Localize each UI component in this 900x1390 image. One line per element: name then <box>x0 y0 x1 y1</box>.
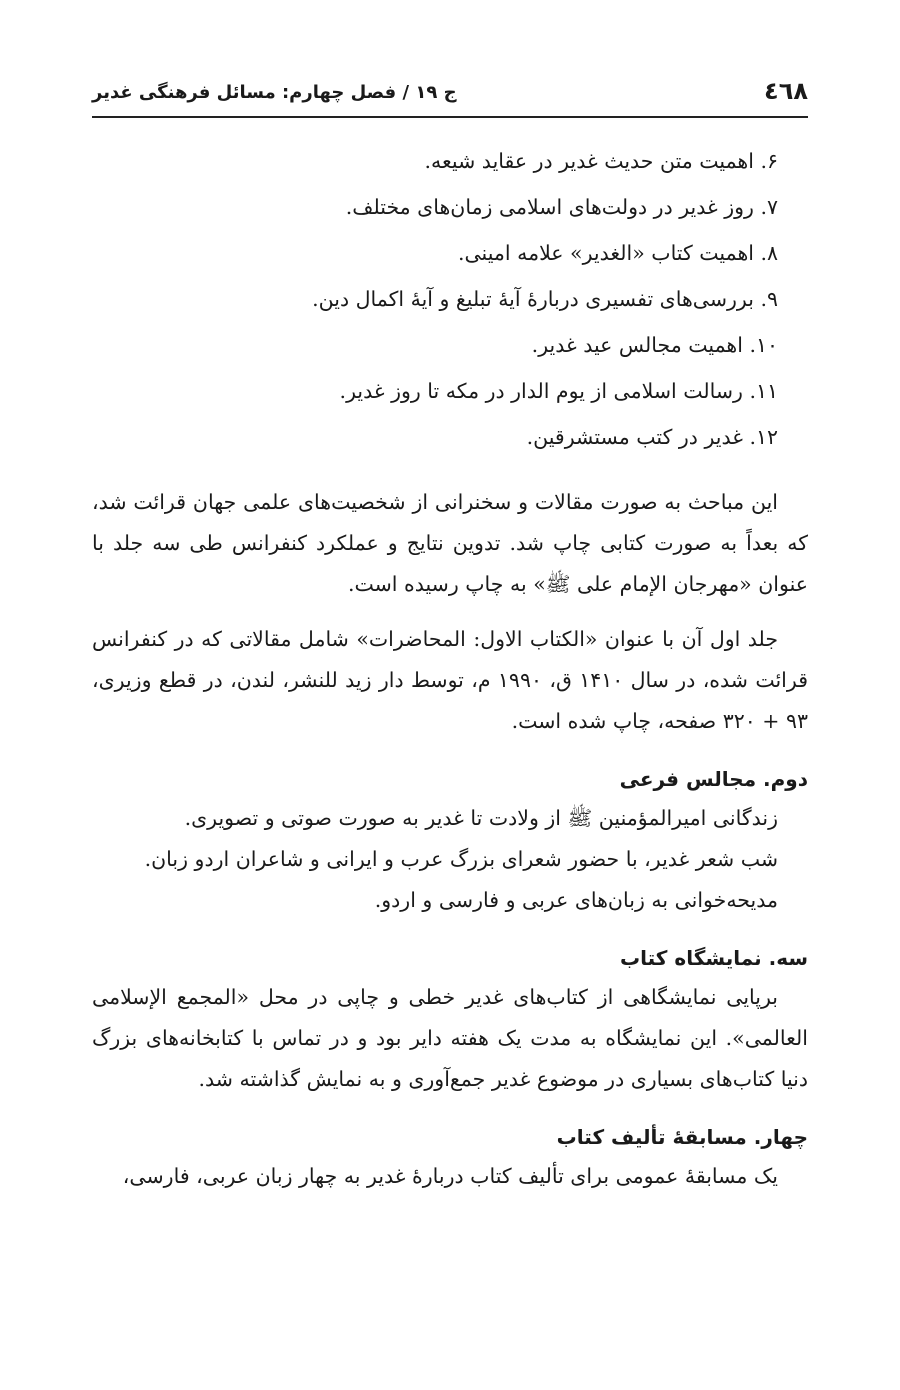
list-item: ۱۰. اهمیت مجالس عید غدیر. <box>531 333 778 357</box>
page-body <box>92 138 808 1197</box>
section-heading-book-exhibition: سه. نمایشگاه کتاب <box>620 946 808 970</box>
list-item: ۷. روز غدیر در دولت‌های اسلامی زمان‌های مختلف. <box>345 195 778 219</box>
list-item: ۶. اهمیت متن حدیث غدیر در عقاید شیعه. <box>424 149 778 173</box>
paragraph-conference-papers: این مباحث به صورت مقالات و سخنرانی از شخصیت‌های علمی جهان قرائت شد، که بعداً به صورت کتابی چاپ شد. تدوین نتایج و عملکرد کنفرانس طی سه جلد با عنوان «مهرجان الإمام علی ﷺ» به چاپ رسیده است. <box>92 490 808 596</box>
list-item: ۹. بررسی‌های تفسیری دربارۀ آیۀ تبلیغ و آیۀ اکمال دین. <box>312 287 778 311</box>
paragraph-book-exhibition: برپایی نمایشگاهی از کتاب‌های غدیر خطی و چاپی در محل «المجمع الإسلامی العالمی». این نمایشگاه به مدت یک هفته دایر بود و در تماس با کتابخانه‌های بزرگ دنیا کتاب‌های بسیاری در موضوع غدیر جمع‌آوری و به نمایش گذاشته شد. <box>92 985 808 1091</box>
page-header <box>92 72 808 118</box>
paragraph-writing-contest: یک مسابقۀ عمومی برای تألیف کتاب دربارۀ غدیر به چهار زبان عربی، فارسی، <box>122 1164 778 1188</box>
section-heading-side-sessions: دوم. مجالس فرعی <box>619 767 808 791</box>
list-item: ۸. اهمیت کتاب «الغدیر» علامه امینی. <box>457 241 778 265</box>
list-item: ۱۲. غدیر در کتب مستشرقین. <box>526 425 778 449</box>
side-sessions-list <box>92 798 808 921</box>
paragraph-first-volume: جلد اول آن با عنوان «الکتاب الاول: المحاضرات» شامل مقالاتی که در کنفرانس قرائت شده، در سال ۱۴۱۰ ق، ۱۹۹۰ م، توسط دار زید للنشر، لندن، در قطع وزیری، ۹۳ + ۳۲۰ صفحه، چاپ شده است. <box>92 627 808 733</box>
list-item: زندگانی امیرالمؤمنین ﷺ از ولادت تا غدیر به صورت صوتی و تصویری. <box>184 806 778 830</box>
page-number: ٤٦٨ <box>764 77 808 105</box>
list-item: شب شعر غدیر، با حضور شعرای بزرگ عرب و ایرانی و شاعران اردو زبان. <box>144 847 778 871</box>
running-title: ج ۱۹ / فصل چهارم: مسائل فرهنگی غدیر <box>92 82 457 103</box>
list-item: ۱۱. رسالت اسلامی از یوم الدار در مکه تا روز غدیر. <box>339 379 778 403</box>
topic-list <box>92 138 808 460</box>
section-heading-writing-contest: چهار. مسابقۀ تألیف کتاب <box>556 1125 808 1149</box>
list-item: مدیحه‌خوانی به زبان‌های عربی و فارسی و اردو. <box>374 888 778 912</box>
